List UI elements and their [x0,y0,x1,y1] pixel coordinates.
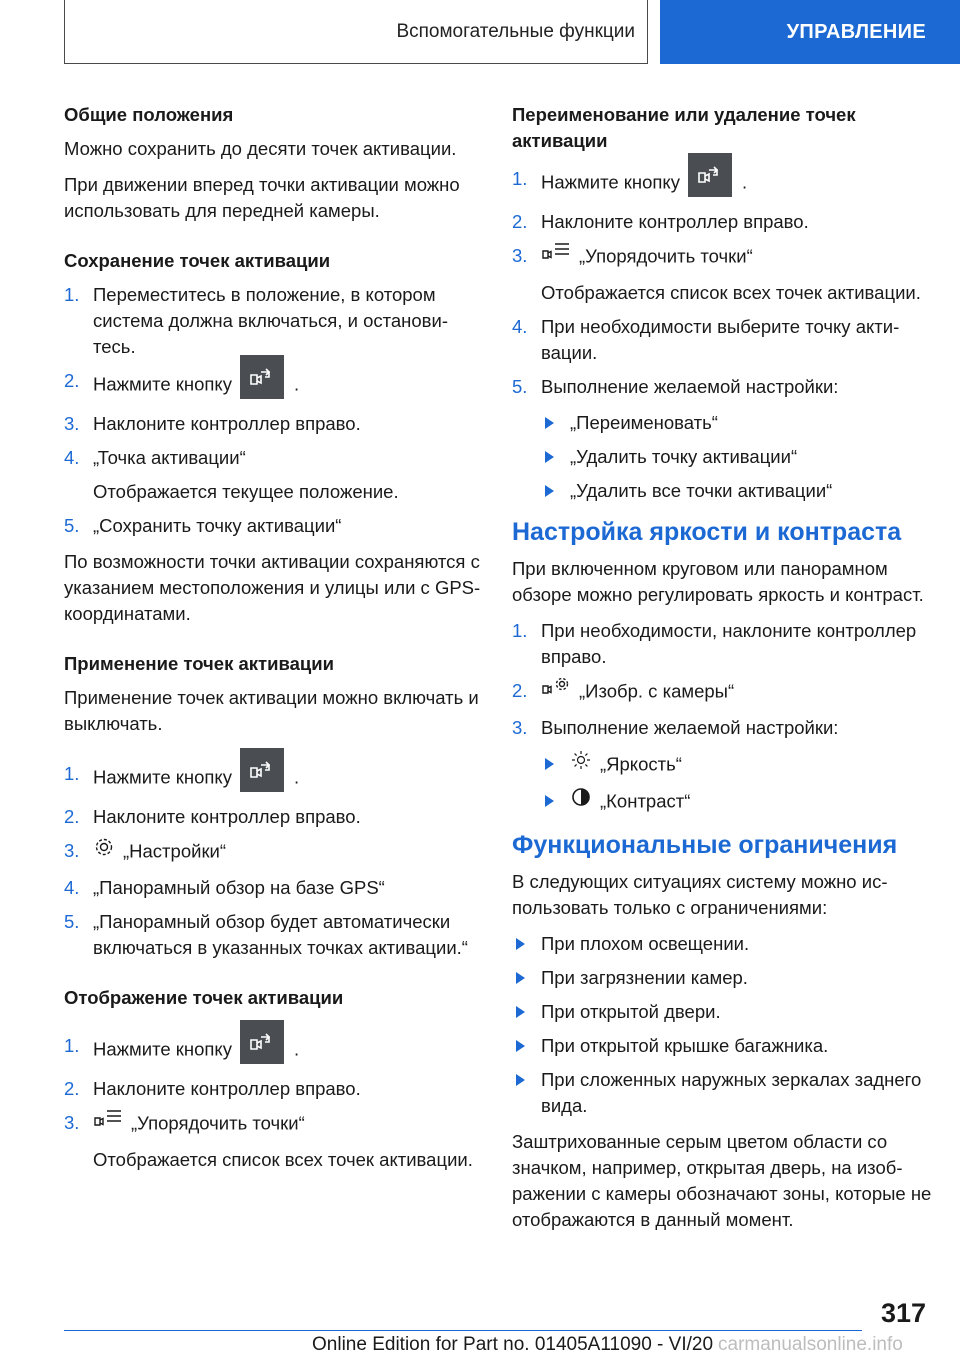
list-item: 2. Нажмите кнопку . [64,368,484,403]
paragraph: Заштрихованные серым цветом области со значком, например, открытая дверь, на изображении с камеры обозначают зоны, которые не отображаются в данный момент. [512,1131,932,1230]
list-item: 5. „Панорамный обзор будет автоматически включаться в указанных точках активации.“ [64,911,468,958]
camera-settings-icon [541,676,571,705]
limitations-list [512,931,932,1119]
paragraph: При включенном круговом или панорамном обзоре можно регулировать яркость и контраст. [512,558,924,605]
list-item: 5. Выполнение желаемой настройки: [512,376,839,397]
contrast-icon [570,786,592,815]
bullet-triangle-icon [545,417,554,429]
bullet-triangle-icon [516,972,525,984]
bullet-triangle-icon [516,1006,525,1018]
edition-text: Online Edition for Part no. 01405A11090 - VI/20 [312,1334,714,1355]
show-steps [64,1033,484,1173]
header-chapter-tab[interactable]: УПРАВЛЕНИЕ [660,0,960,64]
bullet-triangle-icon [545,758,554,770]
brightness-options [512,751,932,817]
brightness-steps [512,618,932,741]
bullet-triangle-icon [545,485,554,497]
left-column [64,102,484,1183]
camera-view-button-icon[interactable] [240,1020,284,1064]
list-item: 3. „Настройки“ [64,838,484,867]
bullet-triangle-icon [545,451,554,463]
list-item: „Удалить точку активации“ [512,444,932,470]
use-steps [64,761,484,961]
heading-rename-points: Переименование или удаление точек активации [512,104,856,151]
camera-list-icon [93,1108,123,1137]
list-item: 3. Наклоните контроллер вправо. [64,413,361,434]
list-item: 1. Нажмите кнопку . [64,1033,484,1068]
paragraph: Применение точек активации можно включать и выключать. [64,687,479,734]
rename-options [512,410,932,504]
list-item: 3. Выполнение желаемой настройки: [512,717,839,738]
list-item: 4. „Точка активации“ Отображается текущее положение. [64,447,399,502]
list-item: 3. „Упорядочить точки“ Отображается список всех точек активации. [512,243,932,306]
list-item: 1. При необходимости, наклоните контроллер вправо. [512,620,917,667]
heading-brightness-contrast: Настройка яркости и контраста [512,518,902,546]
gear-icon [93,836,115,865]
camera-view-button-icon[interactable] [240,355,284,399]
list-item: 4. При необходимости выберите точку активации. [512,316,900,363]
list-item: 2. Наклоните контроллер вправо. [64,806,361,827]
list-item: 3. „Упорядочить точки“ Отображается список всех точек активации. [64,1110,484,1173]
list-item: 1. Нажмите кнопку . [64,761,484,796]
list-item: „Удалить все точки активации“ [512,478,932,504]
heading-show-points: Отображение точек активации [64,987,344,1008]
heading-general: Общие положения [64,104,234,125]
camera-view-button-icon[interactable] [240,748,284,792]
bullet-triangle-icon [516,1074,525,1086]
camera-view-button-icon[interactable] [688,153,732,197]
rename-steps [512,166,932,400]
list-item: 4. „Панорамный обзор на базе GPS“ [64,877,385,898]
list-item: 2. Наклоните контроллер вправо. [64,1078,361,1099]
paragraph: По возможности точки активации сохраняются с указанием местоположения и улицы или с GPS-координатами. [64,551,481,624]
list-item: „Контраст“ [512,788,932,817]
list-item: При плохом освещении. [512,931,932,957]
list-item: 5. „Сохранить точку активации“ [64,515,342,536]
list-item: „Яркость“ [512,751,932,780]
list-item: При открытой двери. [512,999,932,1025]
page-number: 317 [880,1298,926,1328]
footer-divider [64,1330,862,1331]
heading-save-points: Сохранение точек активации [64,250,331,271]
watermark: carmanualsonline.info [718,1334,903,1355]
list-item: При сложенных наружных зеркалах заднего вида. [512,1067,932,1119]
list-item: 1. Переместитесь в положение, в котором система должна включаться, и остановитесь. [64,284,449,357]
list-item: При загрязнении камер. [512,965,932,991]
list-item: 1. Нажмите кнопку . [512,166,932,201]
list-item: При открытой крышке багажника. [512,1033,932,1059]
bullet-triangle-icon [516,1040,525,1052]
paragraph: В следующих ситуациях систему можно использовать только с ограничениями: [512,871,888,918]
heading-use-points: Применение точек активации [64,653,334,674]
list-item: „Переименовать“ [512,410,932,436]
header-section: Вспомогательные функции [64,0,648,64]
heading-limitations: Функциональные ограничения [512,831,898,859]
list-item: 2. Наклоните контроллер вправо. [512,211,809,232]
paragraph: Можно сохранить до десяти точек активации. [64,138,457,159]
bullet-triangle-icon [545,795,554,807]
right-column [512,102,932,1243]
brightness-icon [570,749,592,778]
camera-list-icon [541,241,571,270]
bullet-triangle-icon [516,938,525,950]
save-steps [64,282,484,539]
list-item: 2. „Изобр. с камеры“ [512,678,932,707]
paragraph: При движении вперед точки активации можно использовать для передней камеры. [64,174,460,221]
